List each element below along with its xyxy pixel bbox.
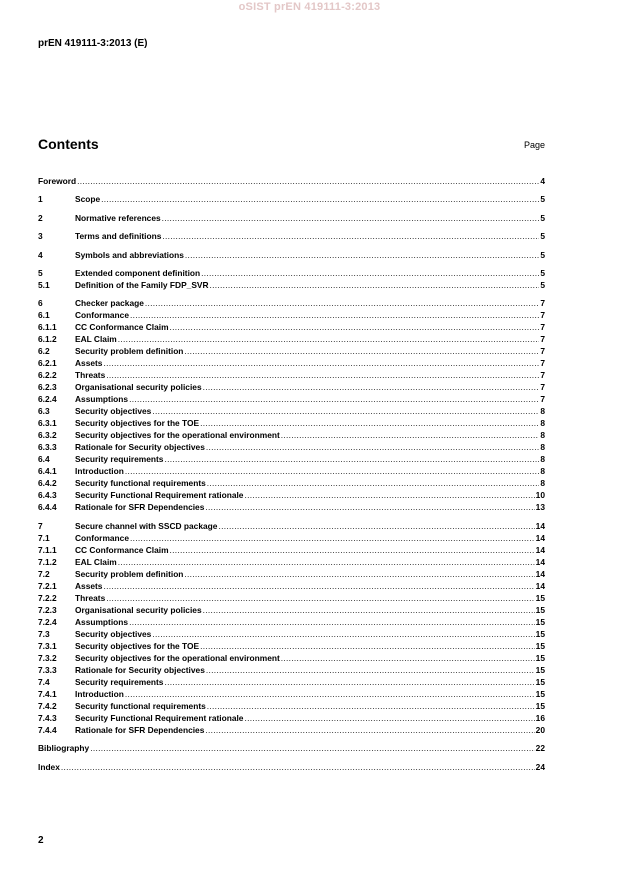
toc-entry[interactable]: [38, 556, 545, 568]
toc-entry-number: 1: [38, 194, 43, 205]
toc-entry-number: 7.1.2: [38, 556, 57, 567]
toc-entry-title: Assets: [75, 580, 103, 591]
toc-entry[interactable]: [38, 369, 545, 381]
dot-leader: [125, 688, 535, 700]
toc-entry-page: 7: [540, 394, 545, 405]
toc-entry-page: 15: [535, 652, 545, 663]
toc-entry-title: CC Conformance Claim: [75, 322, 169, 333]
toc-entry-title: Security objectives for the operational environment: [75, 652, 280, 663]
toc-entry-title: Security Functional Requirement rationale: [75, 490, 244, 501]
dot-leader: [184, 345, 539, 357]
toc-entry-page: 13: [535, 502, 545, 513]
toc-entry-number: 6.2.2: [38, 370, 57, 381]
toc-entry-page: 7: [540, 382, 545, 393]
toc-entry[interactable]: [38, 393, 545, 405]
toc-entry-number: 6.4.2: [38, 478, 57, 489]
dot-leader: [162, 212, 540, 224]
dot-leader: [130, 532, 535, 544]
toc-entry-number: 6: [38, 298, 43, 309]
toc-entry-title: Security problem definition: [75, 568, 184, 579]
toc-entry-title: Rationale for SFR Dependencies: [75, 502, 205, 513]
toc-entry[interactable]: [38, 345, 545, 357]
toc-entry-title: Security objectives: [75, 406, 152, 417]
dot-leader: [207, 477, 540, 489]
toc-entry-title: Introduction: [75, 466, 124, 477]
toc-entry-number: 6.4: [38, 454, 50, 465]
toc-entry-page: 14: [535, 520, 545, 531]
toc-entry-title: Security requirements: [75, 454, 164, 465]
dot-leader: [281, 429, 540, 441]
toc-entry-number: 7.4.4: [38, 724, 57, 735]
toc-entry-page: 8: [540, 466, 545, 477]
page-number: 2: [38, 835, 44, 846]
toc-entry[interactable]: [38, 604, 545, 616]
dot-leader: [206, 664, 535, 676]
toc-entry[interactable]: [38, 580, 545, 592]
dot-leader: [103, 580, 534, 592]
toc-entry[interactable]: [38, 676, 545, 688]
toc-entry-page: 15: [535, 604, 545, 615]
toc-entry-page: 15: [535, 676, 545, 687]
toc-entry-title: Normative references: [75, 212, 161, 223]
toc-entry[interactable]: [38, 724, 545, 736]
dot-leader: [210, 279, 540, 291]
toc-entry[interactable]: [38, 761, 545, 773]
toc-entry-page: 20: [535, 724, 545, 735]
toc-entry-page: 15: [535, 640, 545, 651]
toc-entry-page: 15: [535, 700, 545, 711]
dot-leader: [130, 309, 539, 321]
toc-entry-number: 7.3.2: [38, 652, 57, 663]
toc-entry[interactable]: [38, 429, 545, 441]
toc-entry-number: 6.1.1: [38, 322, 57, 333]
dot-leader: [200, 640, 535, 652]
dot-leader: [207, 700, 535, 712]
toc-entry-number: 7.2.3: [38, 604, 57, 615]
toc-entry[interactable]: [38, 544, 545, 556]
dot-leader: [145, 297, 539, 309]
dot-leader: [106, 369, 539, 381]
toc-entry-page: 15: [535, 688, 545, 699]
dot-leader: [244, 712, 534, 724]
dot-leader: [206, 441, 539, 453]
toc-entry-title: Security objectives for the TOE: [75, 640, 200, 651]
toc-entry-title: Extended component definition: [75, 267, 201, 278]
toc-entry-number: 3: [38, 231, 43, 242]
toc-entry-page: 7: [540, 358, 545, 369]
toc-entry-title: Introduction: [75, 688, 124, 699]
toc-entry-page: 22: [535, 743, 545, 754]
toc-entry[interactable]: [38, 381, 545, 393]
toc-entry-number: 6.4.3: [38, 490, 57, 501]
toc-entry-number: 6.2: [38, 346, 50, 357]
toc-entry-title: Assets: [75, 358, 103, 369]
toc-entry-page: 7: [540, 370, 545, 381]
dot-leader: [164, 453, 539, 465]
dot-leader: [201, 267, 539, 279]
toc-entry-number: 7.4: [38, 676, 50, 687]
toc-entry-page: 15: [535, 592, 545, 603]
dot-leader: [170, 544, 535, 556]
dot-leader: [203, 381, 540, 393]
toc-entry-number: 7.4.2: [38, 700, 57, 711]
toc-entry[interactable]: [38, 700, 545, 712]
toc-entry-number: 7.2.2: [38, 592, 57, 603]
toc-entry[interactable]: [38, 309, 545, 321]
toc-entry-number: 7.1.1: [38, 544, 57, 555]
toc-entry-number: 6.2.3: [38, 382, 57, 393]
toc-entry-title: Conformance: [75, 310, 129, 321]
dot-leader: [90, 742, 534, 754]
toc-entry-page: 15: [535, 664, 545, 675]
toc-entry-title: Conformance: [75, 532, 129, 543]
toc-entry-page: 14: [535, 568, 545, 579]
page-column-label: Page: [523, 140, 545, 150]
toc-entry[interactable]: [38, 279, 545, 291]
toc-entry[interactable]: [38, 267, 545, 279]
dot-leader: [203, 604, 535, 616]
toc-entry-page: 8: [540, 442, 545, 453]
dot-leader: [101, 193, 539, 205]
dot-leader: [184, 568, 534, 580]
toc-entry[interactable]: [38, 616, 545, 628]
dot-leader: [129, 616, 535, 628]
toc-entry-title: Assumptions: [75, 394, 129, 405]
dot-leader: [205, 501, 534, 513]
dot-leader: [200, 417, 539, 429]
toc-entry[interactable]: [38, 417, 545, 429]
toc-entry-title: Security objectives: [75, 628, 152, 639]
toc-entry-page: 8: [540, 454, 545, 465]
toc-entry[interactable]: [38, 664, 545, 676]
toc-entry-page: 5: [540, 231, 545, 242]
toc-entry-title: Security Functional Requirement rationale: [75, 712, 244, 723]
toc-entry-page: 7: [540, 334, 545, 345]
toc-entry-title: Checker package: [75, 298, 144, 309]
dot-leader: [185, 249, 539, 261]
dot-leader: [170, 321, 540, 333]
toc-entry-page: 7: [540, 298, 545, 309]
toc-entry-page: 7: [540, 322, 545, 333]
toc-entry[interactable]: [38, 465, 545, 477]
toc-entry-title: Rationale for Security objectives: [75, 442, 205, 453]
dot-leader: [162, 230, 539, 242]
toc-entry-title: EAL Claim: [75, 556, 117, 567]
toc-entry-page: 5: [540, 279, 545, 290]
dot-leader: [118, 556, 535, 568]
toc-entry-number: 6.2.4: [38, 394, 57, 405]
toc-entry[interactable]: [38, 249, 545, 261]
toc-entry-number: 7.2: [38, 568, 50, 579]
toc-entry-number: 6.3.2: [38, 430, 57, 441]
toc-entry-title: Security functional requirements: [75, 478, 206, 489]
toc-entry-page: 8: [540, 418, 545, 429]
toc-entry-page: 7: [540, 310, 545, 321]
toc-entry-page: 16: [535, 712, 545, 723]
toc-entry-page: 14: [535, 544, 545, 555]
document-id: prEN 419111-3:2013 (E): [38, 38, 148, 49]
dot-leader: [281, 652, 535, 664]
toc-entry-number: 7.3: [38, 628, 50, 639]
toc-entry-page: 7: [540, 346, 545, 357]
toc-entry-number: 6.2.1: [38, 358, 57, 369]
toc-entry-number: 5.1: [38, 279, 50, 290]
toc-entry-number: 6.1.2: [38, 334, 57, 345]
contents-heading: Contents: [38, 136, 99, 152]
toc-entry-page: 8: [540, 406, 545, 417]
toc-entry[interactable]: [38, 688, 545, 700]
toc-entry-page: 8: [540, 478, 545, 489]
toc-entry-page: 14: [535, 580, 545, 591]
toc-entry[interactable]: [38, 520, 545, 532]
toc-entry[interactable]: [38, 712, 545, 724]
toc-entry[interactable]: [38, 193, 545, 205]
toc-entry[interactable]: [38, 453, 545, 465]
toc-entry-number: 6.4.4: [38, 502, 57, 513]
toc-entry-page: 10: [535, 490, 545, 501]
dot-leader: [103, 357, 539, 369]
toc-entry-number: 5: [38, 267, 43, 278]
dot-leader: [152, 628, 534, 640]
dot-leader: [152, 405, 539, 417]
toc-entry-title: Symbols and abbreviations: [75, 249, 184, 260]
dot-leader: [218, 520, 534, 532]
toc-entry-number: 2: [38, 212, 43, 223]
toc-entry[interactable]: [38, 230, 545, 242]
toc-entry-title: Assumptions: [75, 616, 129, 627]
toc-entry-title: EAL Claim: [75, 334, 117, 345]
dot-leader: [61, 761, 535, 773]
toc-entry-number: 6.3: [38, 406, 50, 417]
toc-entry-title: Organisational security policies: [75, 382, 202, 393]
toc-entry-title: Security objectives for the operational environment: [75, 430, 280, 441]
toc-entry[interactable]: [38, 592, 545, 604]
toc-entry-title: Rationale for SFR Dependencies: [75, 724, 205, 735]
dot-leader: [77, 175, 539, 187]
toc-entry-page: 14: [535, 556, 545, 567]
toc-entry-number: 7.4.1: [38, 688, 57, 699]
toc-entry-title: Security objectives for the TOE: [75, 418, 200, 429]
toc-entry[interactable]: [38, 405, 545, 417]
toc-entry-number: 7: [38, 520, 43, 531]
toc-entry[interactable]: [38, 532, 545, 544]
toc-entry-number: 6.3.3: [38, 442, 57, 453]
toc-entry-number: 7.2.1: [38, 580, 57, 591]
toc-entry-number: 7.3.3: [38, 664, 57, 675]
toc-entry[interactable]: [38, 175, 545, 187]
toc-entry[interactable]: [38, 742, 545, 754]
toc-entry-title: Definition of the Family FDP_SVR: [75, 279, 209, 290]
toc-entry[interactable]: [38, 321, 545, 333]
toc-entry[interactable]: [38, 441, 545, 453]
toc-entry-page: 5: [540, 212, 545, 223]
toc-entry[interactable]: [38, 640, 545, 652]
toc-entry-title: Security problem definition: [75, 346, 184, 357]
toc-entry-number: 6.4.1: [38, 466, 57, 477]
toc-entry[interactable]: [38, 501, 545, 513]
toc-entry-title: Index: [38, 761, 60, 772]
toc-entry-title: Security functional requirements: [75, 700, 206, 711]
toc-entry-title: Foreword: [38, 176, 77, 186]
toc-entry-title: Bibliography: [38, 743, 90, 754]
dot-leader: [129, 393, 539, 405]
toc-entry[interactable]: [38, 212, 545, 224]
toc-entry-page: 5: [540, 267, 545, 278]
toc-entry[interactable]: [38, 652, 545, 664]
toc-entry-title: Security requirements: [75, 676, 164, 687]
dot-leader: [244, 489, 534, 501]
toc-entry-number: 7.1: [38, 532, 50, 543]
toc-entry-page: 4: [540, 176, 545, 186]
toc-entry-title: Scope: [75, 194, 101, 205]
dot-leader: [125, 465, 539, 477]
toc-entry-title: Terms and definitions: [75, 231, 162, 242]
toc-entry-page: 14: [535, 532, 545, 543]
toc-entry[interactable]: [38, 333, 545, 345]
toc-entry-title: Secure channel with SSCD package: [75, 520, 218, 531]
dot-leader: [164, 676, 534, 688]
toc-entry[interactable]: [38, 357, 545, 369]
watermark: oSIST prEN 419111-3:2013: [238, 1, 381, 13]
toc-entry-number: 7.2.4: [38, 616, 57, 627]
toc-entry-page: 24: [535, 761, 545, 772]
toc-entry-page: 5: [540, 249, 545, 260]
toc-entry-page: 15: [535, 616, 545, 627]
toc-entry-page: 15: [535, 628, 545, 639]
toc-entry-title: Rationale for Security objectives: [75, 664, 205, 675]
dot-leader: [106, 592, 534, 604]
toc-entry-title: CC Conformance Claim: [75, 544, 169, 555]
toc-entry-title: Organisational security policies: [75, 604, 202, 615]
toc-entry-number: 6.1: [38, 310, 50, 321]
toc-entry-title: Threats: [75, 370, 106, 381]
toc-entry-number: 7.4.3: [38, 712, 57, 723]
toc-entry-page: 5: [540, 194, 545, 205]
toc-entry-number: 7.3.1: [38, 640, 57, 651]
toc-entry-title: Threats: [75, 592, 106, 603]
toc-entry[interactable]: [38, 297, 545, 309]
dot-leader: [118, 333, 540, 345]
toc-entry-number: 4: [38, 249, 43, 260]
dot-leader: [205, 724, 534, 736]
table-of-contents: [38, 175, 545, 773]
toc-entry[interactable]: [38, 477, 545, 489]
toc-entry-page: 8: [540, 430, 545, 441]
toc-entry[interactable]: [38, 628, 545, 640]
toc-entry-number: 6.3.1: [38, 418, 57, 429]
toc-entry[interactable]: [38, 489, 545, 501]
toc-entry[interactable]: [38, 568, 545, 580]
